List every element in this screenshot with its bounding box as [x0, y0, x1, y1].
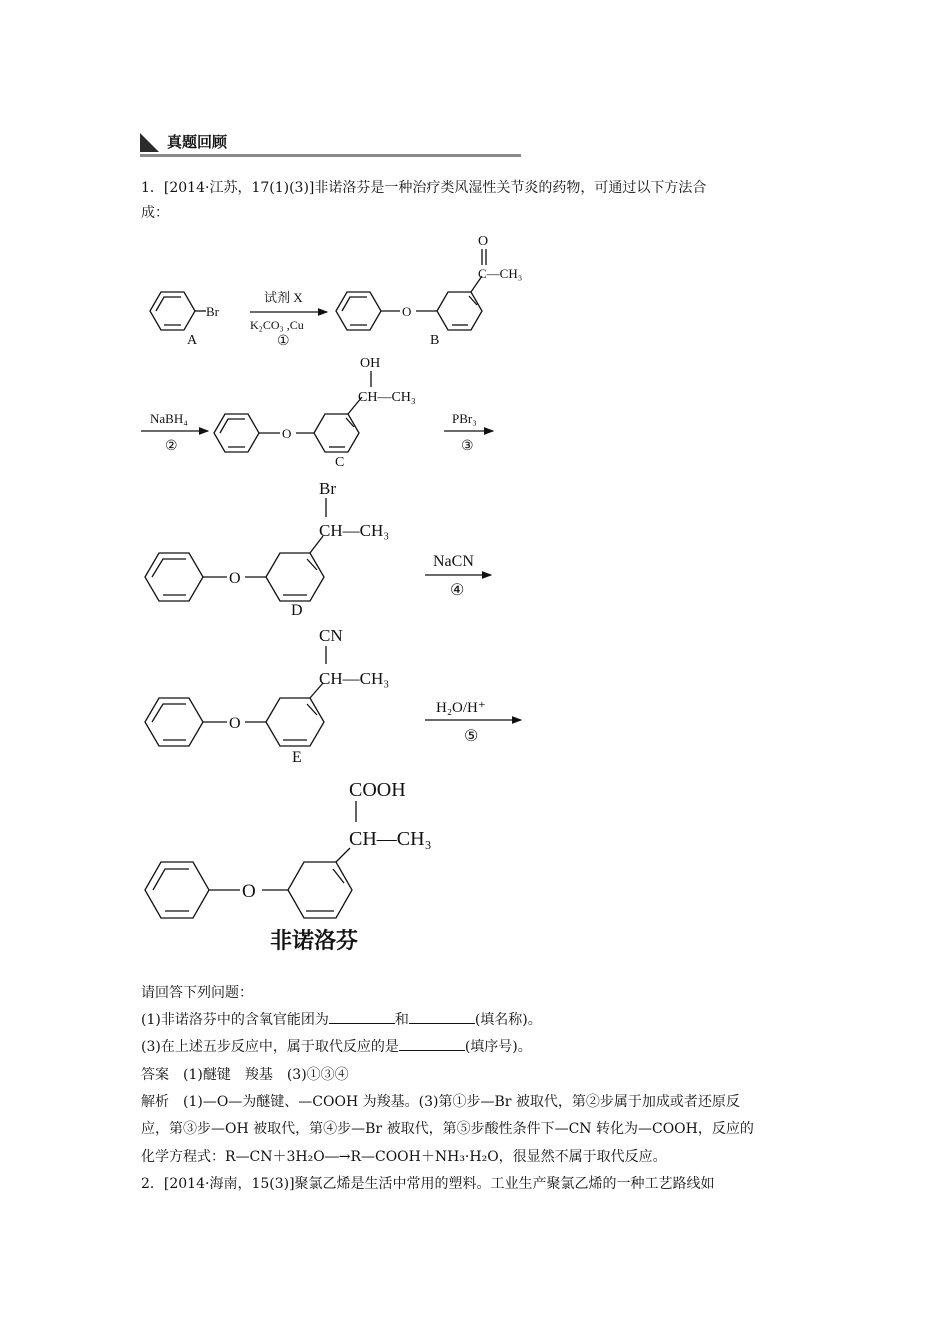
- question-1-line-2: 成：: [141, 205, 169, 221]
- compound-label-b: B: [430, 333, 440, 348]
- compound-label-a: A: [187, 333, 198, 348]
- compound-c-ch-ch3: CH—CH₃: [358, 390, 416, 405]
- compound-e-cn: CN: [319, 626, 343, 645]
- answer-line: 答案 (1)醚键 羧基 (3)①③④: [141, 1067, 349, 1083]
- compound-a-ring: [150, 292, 195, 330]
- step-5-number: ⑤: [464, 728, 479, 745]
- answer-blank-3[interactable]: [399, 1036, 465, 1051]
- compound-e-oxygen: O: [229, 715, 241, 732]
- compound-d-ring-right: [266, 553, 324, 601]
- step-4-reagent: NaCN: [433, 553, 474, 570]
- compound-b-ring-right: [437, 292, 482, 330]
- fenoprofen-ring-right: [288, 862, 352, 918]
- compound-a-br: Br: [206, 304, 219, 319]
- answer-blank-1[interactable]: [329, 1009, 395, 1024]
- compound-d-ring-left: [145, 553, 203, 601]
- step-1-reagent-top: 试剂 X: [264, 290, 303, 305]
- questions-intro: 请回答下列问题：: [141, 985, 253, 1001]
- compound-b-oxygen: O: [402, 304, 412, 319]
- q1-suffix: (填名称)。: [474, 1012, 542, 1028]
- fenoprofen-ch-ch3: CH—CH₃: [349, 828, 432, 850]
- compound-e-ring-left: [145, 698, 203, 746]
- compound-c-oxygen: O: [282, 426, 292, 441]
- q1-prefix: (1)非诺洛芬中的含氧官能团为: [141, 1012, 329, 1028]
- compound-b-acetyl: C—CH₃: [478, 266, 523, 281]
- fenoprofen-cooh: COOH: [349, 779, 406, 801]
- step-1-number: ①: [277, 334, 290, 349]
- question-1-text: [141, 1009, 542, 1031]
- compound-d-oxygen: O: [229, 570, 241, 587]
- compound-e-ring-right: [266, 698, 324, 746]
- step-5-reagent: H₂O/H⁺: [436, 700, 486, 716]
- compound-c-oh: OH: [360, 356, 381, 371]
- compound-c-ring-right: [314, 414, 359, 452]
- compound-label-d: D: [291, 602, 303, 619]
- step-4-number: ④: [450, 582, 465, 599]
- step-2-reagent: NaBH₄: [150, 411, 188, 426]
- step-2-number: ②: [165, 439, 178, 454]
- fenoprofen-name: 非诺洛芬: [270, 928, 359, 953]
- step-3-number: ③: [461, 439, 474, 454]
- analysis-line-1: 解析 (1)—O—为醚键、—COOH 为羧基。(3)第①步—Br 被取代，第②步属于加成或者还原反: [141, 1094, 740, 1110]
- q1-mid: 和: [394, 1012, 409, 1028]
- compound-label-e: E: [292, 749, 302, 766]
- q3-suffix: (填序号)。: [464, 1039, 532, 1055]
- question-2-line: 2．[2014·海南，15(3)]聚氯乙烯是生活中常用的塑料。工业生产聚氯乙烯的一种工艺路线如: [141, 1176, 715, 1192]
- step-3-reagent: PBr₃: [452, 411, 477, 426]
- analysis-line-3: 化学方程式：R—CN＋3H₂O―→R—COOH＋NH₃·H₂O，很显然不属于取代反应。: [141, 1149, 667, 1165]
- compound-label-c: C: [335, 455, 345, 470]
- step-1-reagent-bottom: K₂CO₃ ,Cu: [250, 318, 304, 332]
- question-1-line-1: 1．[2014·江苏，17(1)(3)]非诺洛芬是一种治疗类风湿性关节炎的药物，可通过以下方法合: [141, 180, 707, 196]
- analysis-line-2: 应，第③步—OH 被取代，第④步—Br 被取代，第⑤步酸性条件下—CN 转化为—COOH，反应的: [141, 1121, 754, 1137]
- section-title: 真题回顾: [167, 133, 228, 151]
- q3-prefix: (3)在上述五步反应中，属于取代反应的是: [141, 1039, 399, 1055]
- compound-d-ch-ch3: CH—CH₃: [319, 521, 390, 540]
- compound-e-ch-ch3: CH—CH₃: [319, 669, 390, 688]
- fenoprofen-ring-left: [145, 862, 209, 918]
- compound-c-ring-left: [214, 414, 259, 452]
- fenoprofen-oxygen: O: [242, 881, 256, 902]
- compound-d-br: Br: [319, 479, 336, 498]
- question-3-text: [141, 1036, 532, 1058]
- compound-b-ring-left: [336, 292, 381, 330]
- compound-b-carbonyl-o: O: [478, 234, 489, 249]
- answer-blank-2[interactable]: [409, 1009, 475, 1024]
